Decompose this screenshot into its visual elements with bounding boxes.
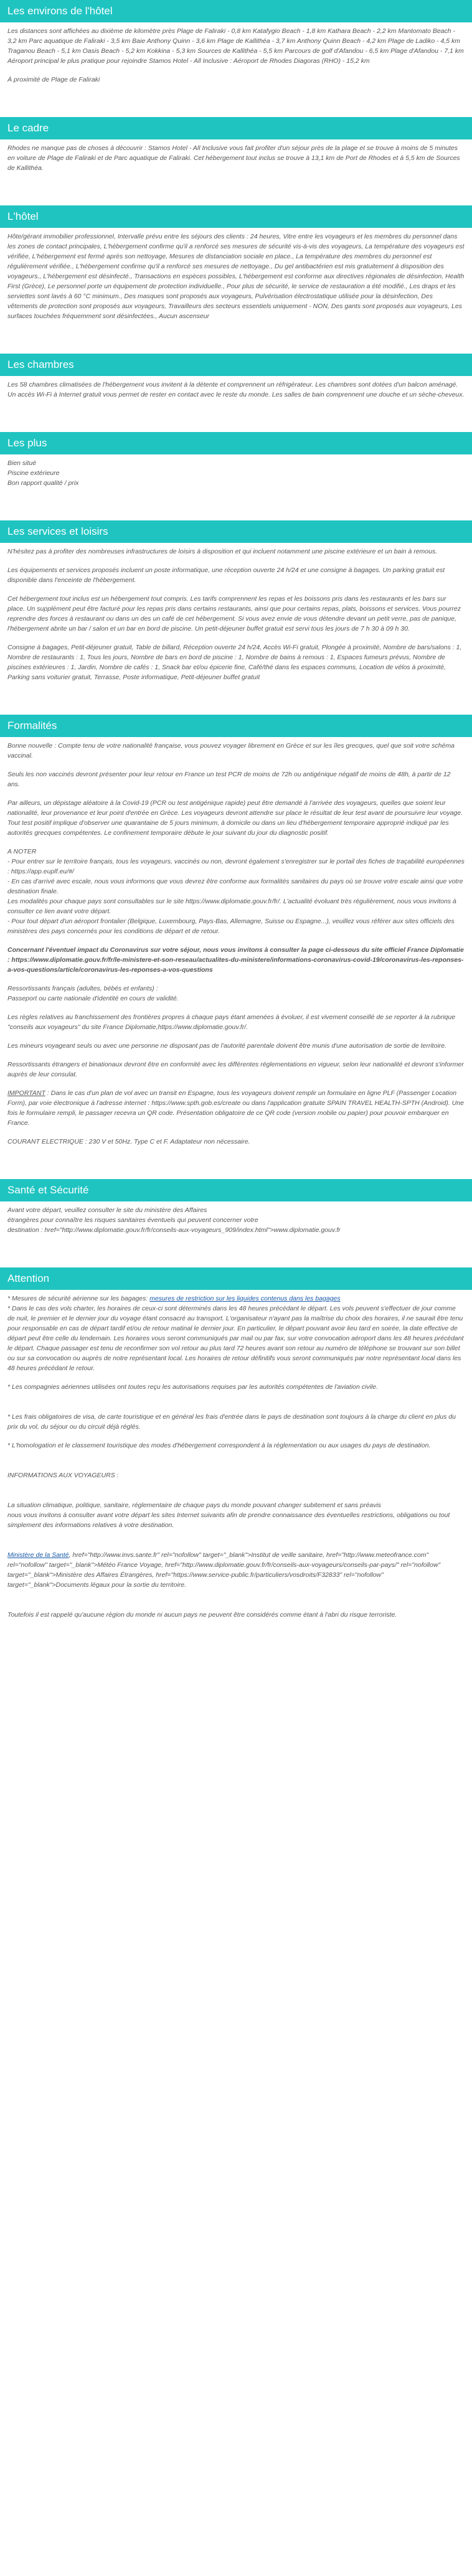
section-formalites bbox=[0, 715, 472, 1147]
services-loisirs: N'hésitez pas à profiter des nombreuses infrastructures de loisirs à disposition et qui incluent notamment une piscine extérieure et un bain à remous. bbox=[7, 548, 438, 555]
formalites-etrangers: Ressortissants étrangers et binationaux devront être en conformité avec les différentes réglementations en vigueur, selon leur nationalité et devront s'informer auprès de leur consulat. bbox=[7, 1061, 464, 1078]
attention-mesures bbox=[7, 1294, 465, 1304]
formalites-note-title: A NOTER bbox=[7, 848, 37, 855]
mesures-prefix: * Mesures de sécurité aérienne sur les bagages: bbox=[7, 1295, 150, 1302]
formalites-regles: Les règles relatives au franchissement des frontières propres à chaque pays étant amenées à évoluer, il est vivement conseillé de se reporter à la rubrique "conseils aux voyageurs" du site France Diplomatie,https://www.diplomatie.gouv.fr/. bbox=[7, 1013, 456, 1031]
environs-proximite: À proximité de Plage de Faliraki bbox=[7, 76, 100, 83]
attention-liens bbox=[7, 1550, 465, 1590]
formalites-note: - Pour tout départ d'un aéroport frontalier (Belgique, Luxembourg, Pays-Bas, Allemagne, Suisse ou Espagne...), veuillez vous référer aux sites officiels des ministères des pays concernés pour les conditions de départ et de retour. bbox=[7, 918, 455, 935]
formalites-note: - Pour entrer sur le territoire français, tous les voyageurs, vaccinés ou non, devront également s'enregistrer sur le portail des fiches de traçabilité européennes : https://app.euplf.eu/#/ bbox=[7, 858, 465, 875]
formalites-depistage: Par ailleurs, un dépistage aléatoire à la Covid-19 (PCR ou test antigénique rapide) peut être demandé à l'arrivée des voyageurs, quelles que soient leur nationalité, leur provenance et leur point d'entrée en Grèce. Les voyageurs devront attendre sur place le résultat de leur test avant de poursuivre leur voyage. Tout test positif implique d'observer une quarantaine de 5 jours minimum, à domicile ou dans un lieu d'hébergement temporaire approprié indiqué par les autorités grecques compétentes. Le confinement temporaire débute le jour suivant du jour du diagnostic positif. bbox=[7, 799, 463, 837]
attention-situation: La situation climatique, politique, sanitaire, réglementaire de chaque pays du monde pouvant changer subitement et sans préavis bbox=[7, 1502, 382, 1509]
section-services bbox=[0, 520, 472, 682]
section-title-hotel: L'hôtel bbox=[0, 205, 472, 228]
formalites-note: - En cas d'arrivé avec escale, nous vous informons que vous devrez être conforme aux formalités sanitaires du pays où se trouve votre escale ainsi que votre destination finale. bbox=[7, 878, 463, 895]
section-sante bbox=[0, 1179, 472, 1235]
section-title-attention: Attention bbox=[0, 1267, 472, 1290]
plus-item: Bon rapport qualité / prix bbox=[7, 479, 79, 487]
section-title-chambres: Les chambres bbox=[0, 354, 472, 376]
formalites-ressortissants-title: Ressortissants français (adultes, bébés et enfants) : bbox=[7, 985, 158, 992]
attention-info-title: INFORMATIONS AUX VOYAGEURS : bbox=[7, 1472, 119, 1479]
cadre-text: Rhodes ne manque pas de choses à découvrir : Stamos Hotel - All Inclusive vous fait profiter d'un séjour près de la plage et se trouve à moins de 5 minutes en voiture de Plage de Faliraki et de Parc aquatique de Faliraki. Cet hébergement tout inclus se trouve à 13,1 km de Port de Rhodes et à 5,5 km de Sources de Kallithéa. bbox=[7, 144, 460, 172]
sante-line: Avant votre départ, veuillez consulter le site du ministère des Affaires bbox=[7, 1206, 207, 1214]
formalites-important bbox=[7, 1088, 465, 1128]
section-attention bbox=[0, 1267, 472, 1620]
plus-item: Bien situé bbox=[7, 459, 37, 467]
sante-line: destination : href="http://www.diplomatie.gouv.fr/fr/conseils-aux-voyageurs_909/index.html">www.diplomatie.gouv.fr bbox=[7, 1226, 341, 1234]
attention-homologation: * L'homologation et le classement touristique des modes d'hébergement correspondent à la réglementation ou aux usages du pays de destination. bbox=[7, 1442, 431, 1449]
attention-terrorisme: Toutefois il est rappelé qu'aucune région du monde ni aucun pays ne peuvent être considérés comme étant à l'abri du risque terroriste. bbox=[7, 1611, 397, 1619]
attention-frais: * Les frais obligatoires de visa, de carte touristique et en général les frais d'entrée dans le pays de destination sont toujours à la charge du client en plus du prix du vol, du séjour ou du circuit déjà réglés. bbox=[7, 1413, 456, 1431]
environs-distances: Les distances sont affichées au dixième de kilomètre près Plage de Faliraki - 0,8 km Katafygio Beach - 1,8 km Kathara Beach - 2,2 km Mantomato Beach - 3,2 km Parc aquatique de Faliraki - 3,5 km Baie Anthony Quinn - 3,6 km Plage de Kallithéa - 3,7 km Anthony Quinn Beach - 4,2 km Plage de Ladiko - 4,5 km Traganou Beach - 5,1 km Oasis Beach - 5,2 km Kokkina - 5,3 km Sources de Kallithéa - 5,5 km Parcours de golf d'Afandou - 6,5 km Plage d'Afandou - 7,1 km Aéroport principal le plus pratique pour rejoindre Stamos Hotel - All Inclusive : Aéroport de Rhodes Diagoras (RHO) - 15,2 km bbox=[7, 27, 464, 65]
attention-compagnies: * Les compagnies aériennes utilisées ont toutes reçu les autorisations requises par les autorités compétentes de l'aviation civile. bbox=[7, 1383, 378, 1391]
section-environs bbox=[0, 0, 472, 85]
important-text: : Dans le cas d'un plan de vol avec un transit en Espagne, tous les voyageurs doivent remplir un formulaire en ligne PLF (Passenger Location Form), par voie électronique à l'adresse internet : https://www.spth.gob.es/create ou dans l'application gratuite SPAIN TRAVEL HEALTH-SPTH (Android). Une fois le formulaire rempli, le passager recevra un QR code. Présentation obligatoire de ce QR code (version mobile ou papier) pour pouvoir embarquer en France. bbox=[7, 1089, 464, 1127]
section-cadre bbox=[0, 117, 472, 173]
mesures-restriction-link[interactable]: mesures de restriction sur les liquides contenus dans les bagages bbox=[149, 1295, 341, 1302]
attention-vols-charter: * Dans le cas des vols charter, les horaires de ceux-ci sont déterminés dans les 48 heures précédant le départ. Les vols peuvent s'effectuer de jour comme de nuit, le premier et le dernier jour du voyage étant consacré au transport. L'organisateur n'ayant pas la maîtrise du choix des horaires, il ne saurait être tenu pour responsable en cas de départ tardif et/ou de retour matinal le dernier jour. En particulier, le départ pouvant avoir lieu tard en soirée, la date effective de départ peut être celle du lendemain. Les horaires vous seront communiqués par mail ou par fax, sur votre convocation aéroport dans les 48 heures précédant le départ. Chaque passager est tenu de reconfirmer son vol retour au plus tard 72 heures avant son retour au numéro de téléphone se trouvant sur son billet ou sur sa convocation ou auprès de notre représentant local. Les horaires de retour définitifs vous seront communiqués par notre représentant local dans les 48 heures précédant le retour. bbox=[7, 1305, 464, 1372]
section-title-formalites: Formalités bbox=[0, 715, 472, 737]
services-tout-inclus: Cet hébergement tout inclus est un hébergement tout compris. Les tarifs comprennent les repas et les boissons pris dans les restaurants et les bars sur place. Un supplément peut être facturé pour les repas pris dans certains restaurants, ainsi que pour certains repas, plats, boissons et services. Vous pourrez reprendre des forces à restaurant ou dans un des un café de cet hébergement. Si vous avez envie de vous détendre devant un petit verre, pas de panique, l'hébergement abrite un bar / salon et un bar en bord de piscine. Un petit-déjeuner buffet gratuit est servi tous les jours de 7 h 30 à 09 h 30. bbox=[7, 595, 461, 632]
formalites-courant: COURANT ELECTRIQUE : 230 V et 50Hz. Type C et F. Adaptateur non nécessaire. bbox=[7, 1138, 250, 1145]
plus-item: Piscine extérieure bbox=[7, 469, 60, 477]
chambres-text: Les 58 chambres climatisées de l'hébergement vous invitent à la détente et comprennent un réfrigérateur. Les chambres sont dotées d'un balcon aménagé. Un accès Wi-Fi à Internet gratuit vous permet de rester en contact avec le reste du monde. Les salles de bain comprennent une douche et un sèche-cheveux. bbox=[7, 381, 465, 398]
section-plus bbox=[0, 432, 472, 488]
formalites-ressortissants-text: Passeport ou carte nationale d'identité en cours de validité. bbox=[7, 995, 179, 1002]
section-title-plus: Les plus bbox=[0, 432, 472, 454]
services-liste: Consigne à bagages, Petit-déjeuner gratuit, Table de billard, Réception ouverte 24 h/24, Accès Wi-Fi gratuit, Plongée à proximité, Nombre de bars/salons : 1, Nombre de restaurants : 1, Tous les jours, Nombre de bars en bord de piscine : 1, Nombre de bains à remous : 1, Espaces fumeurs prévus, Nombre de piscines extérieures : 1, Jardin, Nombre de cafés : 1, Snack bar et/ou épicerie fine, Café/thé dans les espaces communs, Location de vélos à proximité, Parking sans voiturier gratuit, Terrasse, Poste informatique, Petit-déjeuner buffet gratuit bbox=[7, 644, 462, 681]
ministere-sante-link[interactable]: Ministère de la Santé bbox=[7, 1551, 69, 1559]
liens-text: , href="http://www.invs.sante.fr" rel="nofollow" target="_blank">Institut de veille sanitaire, href="http://www.meteofrance.com" rel="nofollow" target="_blank">Météo France Voyage, href="http://www.diplomatie.gouv.fr/fr/conseils-aux-voyageurs/conseils-par-pays/" rel="nofollow" target="_blank">Ministère des Affaires Étrangères, href="https://www.service-public.fr/particuliers/vosdroits/F32833" rel="nofollow" target="_blank">Documents légaux pour la sortie du territoire. bbox=[7, 1551, 441, 1589]
hotel-text: Hôte/gérant immobilier professionnel, Intervalle prévu entre les séjours des clients : 24 heures, Vitre entre les voyageurs et les membres du personnel dans les zones de contact principales, L'hébergement confirme qu'il a renforcé ses mesures de sécurité vis-à-vis des voyageurs, La température des voyageurs est vérifiée, L'hébergement est fermé après son nettoyage, Mesures de distanciation sociale en place., La température des membres du personnel est régulièrement vérifiée., L'hébergement confirme qu'il a renforcé ses mesures de nettoyage., Du gel antibactérien est mis gratuitement à disposition des voyageurs., L'hébergement est désinfecté., Transactions en espèces possibles, L'hébergement est conforme aux directives régionales de désinfection, Health First (Grèce), Le personnel porte un équipement de protection individuelle., Pour plus de sécurité, le service de restauration a été modifié., Les draps et les serviettes sont lavés à 60 °C minimum., Des masques sont proposés aux voyageurs, Pulvérisation électrostatique utilisée pour la désinfection, Des vêtements de protection sont proposés aux voyageurs, Travailleurs des secteurs essentiels uniquement - NON, Des gants sont proposés aux voyageurs, Les surfaces touchées fréquemment sont désinfectées., Aucun ascenseur bbox=[7, 233, 465, 320]
attention-sites: nous vous invitons à consulter avant votre départ les sites Internet suivants afin de prendre connaissance des éventuelles restrictions, obligations ou tout simplement des informations relatives à votre destination. bbox=[7, 1511, 450, 1529]
formalites-non-vaccines: Seuls les non vaccinés devront présenter pour leur retour en France un test PCR de moins de 72h ou antigénique négatif de moins de 48h, à partir de 12 ans. bbox=[7, 771, 451, 788]
section-hotel bbox=[0, 205, 472, 321]
section-title-environs: Les environs de l'hôtel bbox=[0, 0, 472, 22]
services-equipements: Les équipements et services proposés incluent un poste informatique, une réception ouverte 24 h/24 et une consigne à bagages. Un parking gratuit est disponible dans l'enceinte de l'hébergement. bbox=[7, 566, 445, 584]
section-title-services: Les services et loisirs bbox=[0, 520, 472, 543]
formalites-coronavirus-link[interactable]: Concernant l'éventuel impact du Coronavirus sur votre séjour, nous vous invitons à consulter la page ci-dessous du site officiel France Diplomatie : https://www.diplomatie.gouv.fr/fr/le-ministere-et-son-reseau/actualites-du-ministere/informations-coronavirus-covid-19/coronavirus-les-reponses-a-vos-questions/article/coronavirus-les-reponses-a-vos-questions bbox=[7, 946, 464, 974]
sante-line: étrangères pour connaître les risques sanitaires éventuels qui peuvent concerner votre bbox=[7, 1216, 258, 1224]
important-label: IMPORTANT bbox=[7, 1089, 45, 1097]
formalites-bonne-nouvelle: Bonne nouvelle : Compte tenu de votre nationalité française, vous pouvez voyager librement en Grèce et sur les îles grecques, quel que soit votre schéma vaccinal. bbox=[7, 742, 455, 759]
formalites-note: Les modalités pour chaque pays sont consultables sur le site https://www.diplomatie.gouv.fr/fr/. L'actualité évoluant très régulièrement, nous vous invitons à consulter ce lien avant votre départ. bbox=[7, 898, 456, 915]
formalites-mineurs: Les mineurs voyageant seuls ou avec une personne ne disposant pas de l'autorité parentale doivent être munis d'une autorisation de sortie de territoire. bbox=[7, 1042, 447, 1050]
section-chambres bbox=[0, 354, 472, 400]
section-title-sante: Santé et Sécurité bbox=[0, 1179, 472, 1201]
section-title-cadre: Le cadre bbox=[0, 117, 472, 139]
